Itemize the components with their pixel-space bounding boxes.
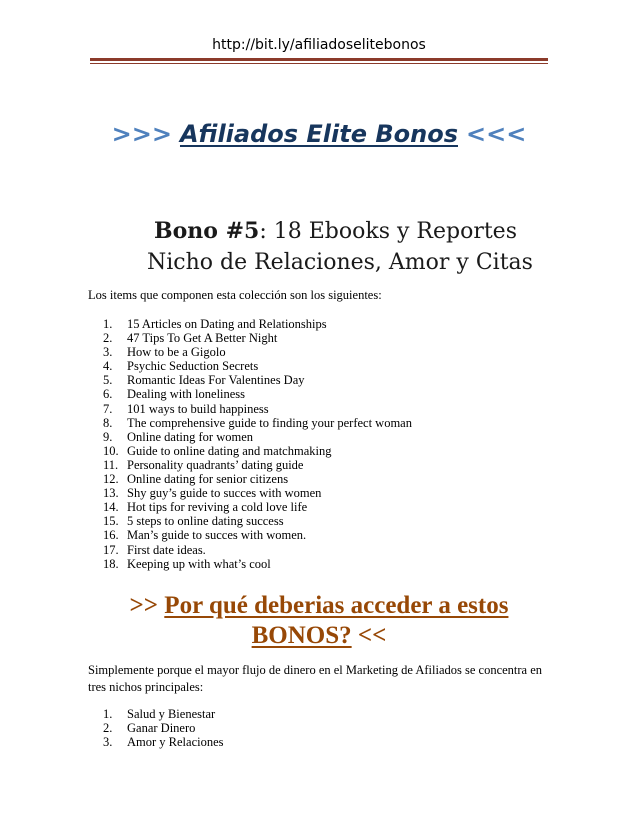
list-item: 9. Online dating for women: [103, 429, 254, 444]
list-item: 1. 15 Articles on Dating and Relationships: [103, 317, 327, 331]
section2-title: [0, 592, 638, 620]
bono-heading: [154, 218, 517, 244]
niches-list: [103, 707, 224, 749]
list-item: 11. Personality quadrants’ dating guide: [103, 457, 304, 472]
list-item: 5. Romantic Ideas For Valentines Day: [103, 373, 305, 388]
list-item: 3. Amor y Relaciones: [103, 735, 224, 750]
list-item: 10. Guide to online dating and matchmaking: [103, 443, 332, 458]
header-rule-thin: [90, 63, 548, 64]
bono-subheading: Nicho de Relaciones, Amor y Citas: [147, 250, 533, 275]
title-link[interactable]: Afiliados Elite Bonos: [179, 120, 458, 148]
list-item: 8. The comprehensive guide to finding your perfect woman: [103, 415, 412, 430]
main-title: [0, 120, 638, 148]
list-item: 2. Ganar Dinero: [103, 721, 196, 736]
list-item: 2. 47 Tips To Get A Better Night: [103, 331, 278, 346]
list-item: 7. 101 ways to build happiness: [103, 401, 269, 416]
section2-title-line2: [0, 622, 638, 650]
list-item: 6. Dealing with loneliness: [103, 387, 246, 402]
section2-line1: Por qué deberias acceder a estos: [164, 592, 509, 619]
header-url: http://bit.ly/afiliadoselitebonos: [212, 37, 426, 53]
section2-suffix: <<: [357, 622, 387, 649]
bono-description: : 18 Ebooks y Reportes: [259, 219, 517, 244]
list-item: 16. Man’s guide to succes with women.: [103, 528, 307, 543]
list-item: 18. Keeping up with what’s cool: [103, 556, 271, 571]
reason-paragraph: Simplemente porque el mayor flujo de dinero en el Marketing de Afiliados se concentra en tres nichos principales:: [88, 663, 543, 694]
title-suffix: <<<: [466, 120, 527, 148]
intro-text: Los items que componen esta colección son los siguientes:: [88, 288, 382, 302]
section2-prefix: >>: [129, 592, 159, 619]
list-item: 12. Online dating for senior citizens: [103, 472, 289, 487]
bono-label: Bono #5: [154, 218, 260, 244]
items-list: [103, 317, 412, 571]
list-item: 3. How to be a Gigolo: [103, 345, 226, 360]
title-prefix: >>>: [111, 120, 172, 148]
list-item: 15. 5 steps to online dating success: [103, 514, 284, 529]
list-item: 14. Hot tips for reviving a cold love life: [103, 500, 308, 515]
list-item: 13. Shy guy’s guide to succes with women: [103, 486, 322, 501]
header-rule: [90, 58, 548, 61]
list-item: 17. First date ideas.: [103, 542, 206, 557]
list-item: 4. Psychic Seduction Secrets: [103, 359, 259, 374]
list-item: 1. Salud y Bienestar: [103, 707, 216, 721]
section2-line2: BONOS?: [251, 622, 352, 649]
